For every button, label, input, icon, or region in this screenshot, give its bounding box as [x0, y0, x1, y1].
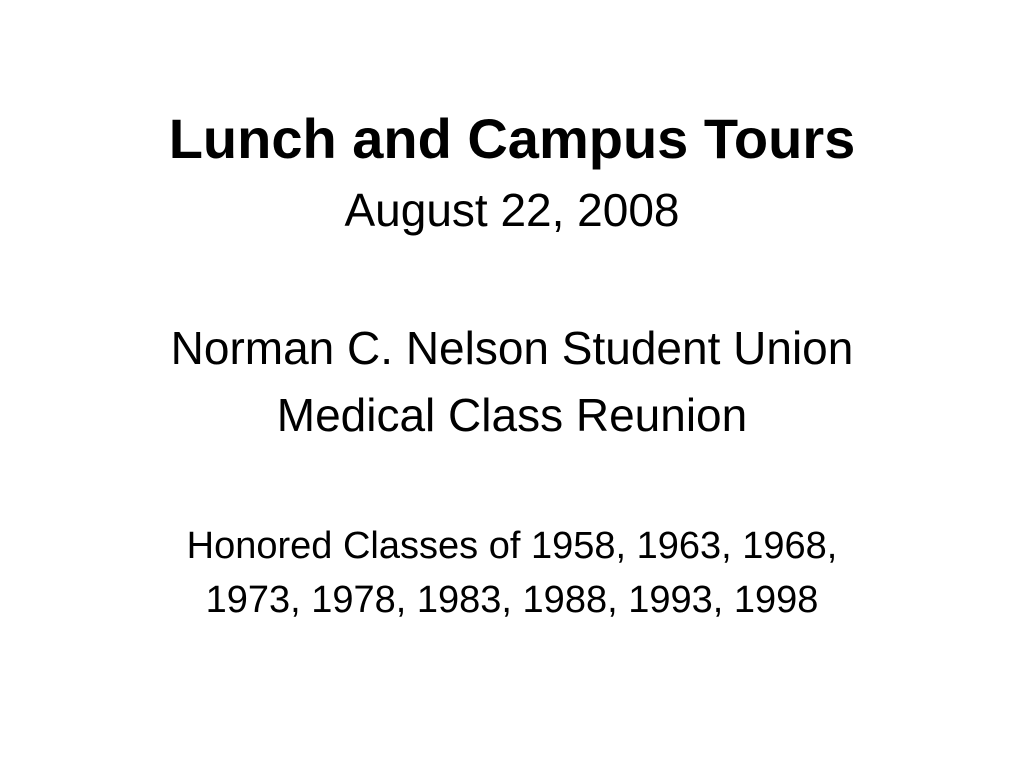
honored-classes-line-2: 1973, 1978, 1983, 1988, 1993, 1998 [205, 579, 819, 621]
event-name: Medical Class Reunion [276, 389, 748, 441]
event-date: August 22, 2008 [344, 184, 680, 236]
honored-classes-line-1: Honored Classes of 1958, 1963, 1968, [186, 525, 838, 567]
slide-title: Lunch and Campus Tours [168, 107, 856, 170]
venue-name: Norman C. Nelson Student Union [170, 322, 854, 374]
